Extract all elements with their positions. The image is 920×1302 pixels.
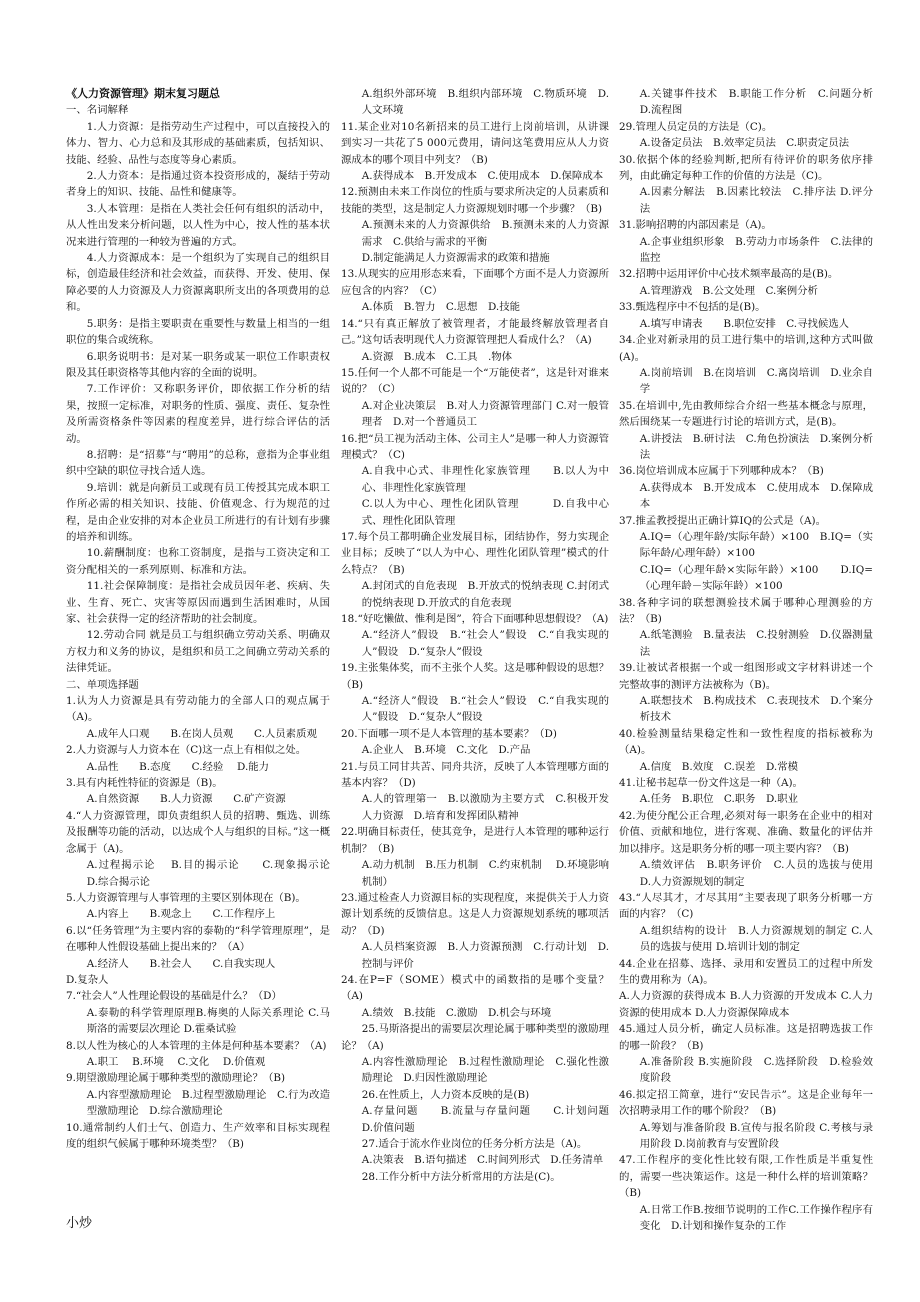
document-title: 《人力资源管理》期末复习题总 bbox=[66, 87, 220, 100]
paragraph: 8.以人性为核心的人本管理的主体是何种基本要素？（A) bbox=[66, 1039, 327, 1052]
paragraph: 3.具有内耗性特征的资源是（B)。 bbox=[66, 777, 223, 790]
answer-options: A.信度 B.效度 C.误差 D.常模 bbox=[639, 760, 798, 773]
answer-options: A.联想技术 B.构成技术 C.表现技术 D.个案分析技术 bbox=[639, 695, 873, 724]
answer-options: A.组织外部环境 B.组织内部环境 C.物质环境 D.人文环境 bbox=[361, 88, 609, 117]
paragraph: 5.职务：是指主要职责在重要性与数量上相当的一组职位的集合或统称。 bbox=[66, 317, 330, 347]
answer-options: A.动力机制 B.压力机制 C.约束机制 D.环境影响机制） bbox=[361, 859, 609, 888]
paragraph: 7.“社会人”人性理论假设的基础是什么？（D） bbox=[66, 990, 282, 1003]
paragraph: 32.招聘中运用评价中心技术频率最高的是(B)。 bbox=[619, 268, 839, 281]
answer-options: A.准备阶段 B.实施阶段 C.选择阶段 D.检验效度阶段 bbox=[639, 1055, 873, 1085]
paragraph: 19.主张集体奖，而不主张个人奖。这是哪种假设的思想？（B) bbox=[341, 662, 609, 691]
paragraph: 一、名词解释 bbox=[66, 104, 129, 117]
answer-options: D.制定能满足人力资源需求的政策和措施 bbox=[361, 252, 550, 265]
answer-options: A.自然资源 B.人力资源 C.矿产资源 bbox=[86, 793, 286, 806]
answer-options: C.IQ=（心理年龄×实际年龄）×100 D.IQ=（心理年龄－实际年龄）×100 bbox=[639, 563, 873, 593]
answer-options: A.体质 B.智力 C.思想 D.技能 bbox=[361, 301, 520, 314]
answer-options: A.任务 B.职位 C.职务 D.职业 bbox=[639, 793, 798, 806]
paragraph: 14.“只有真正解放了被管理者，才能最终解放管理者自己。”这句话表明现代人力资源管理把人看成什么？（A) bbox=[341, 317, 609, 347]
paragraph: 26.在性质上，人力资本反映的是(B) bbox=[361, 1088, 530, 1101]
paragraph: 8.招聘：是“招募”与“聘用”的总称，意指为企事业组织中空缺的职位寻找合适人选。 bbox=[66, 448, 330, 478]
paragraph: 31.影响招聘的内部因素是（A)。 bbox=[619, 219, 772, 232]
answer-options: A.筹划与准备阶段 B.宣传与报名阶段 C.考核与录用阶段 D.岗前教育与安置阶段 bbox=[639, 1121, 873, 1150]
paragraph: 23.通过检查人力资源目标的实现程度，来提供关于人力资源计划系统的反馈信息。这是人力资源规划系统的哪项活动？（D) bbox=[341, 891, 609, 937]
answer-options: A.企事业组织形象 B.劳动力市场条件 C.法律的监控 bbox=[639, 235, 873, 265]
answer-options: A.存量问题 B.流量与存量问题 C.计划问题 D.价值问题 bbox=[361, 1105, 623, 1134]
answer-options: A.品性 B.态度 C.经验 D.能力 bbox=[86, 760, 270, 773]
paragraph: 41.让秘书起草一份文件这是一种（A)。 bbox=[619, 777, 803, 790]
paragraph: 38.各种字词的联想测验技术属于哪种心理测验的方法？（B) bbox=[619, 596, 873, 625]
answer-options: A.自我中心式、非理性化家族管理 B.以人为中心、非理性化家族管理 bbox=[361, 465, 609, 494]
answer-options: A.组织结构的设计 B.人力资源规划的制定 C.人员的选拔与使用 D.培训计划的制定 bbox=[639, 924, 873, 954]
answer-options: A.绩效评估 B.职务评价 C.人员的选拔与使用 D.人力资源规划的制定 bbox=[639, 859, 884, 888]
paragraph: 33.甄选程序中不包括的是(B)。 bbox=[619, 301, 766, 314]
answer-options: A.绩效 B.技能 C.激励 D.机会与环境 bbox=[361, 1006, 552, 1019]
footer-note: 小炒 bbox=[66, 1216, 93, 1231]
paragraph: 20.下面哪一项不是人本管理的基本要素？（D) bbox=[341, 727, 557, 740]
paragraph: 7.工作评价：又称职务评价，即依据工作分析的结果，按照一定标准，对职务的性质、强度、责任、复杂性及所需资格条件等因素的程度差异，进行综合评估的活动。 bbox=[66, 383, 330, 445]
paragraph: 16.把“员工视为活动主体、公司主人”是哪一种人力资源管理模式？（C) bbox=[341, 432, 609, 461]
paragraph: 12.预测由未来工作岗位的性质与要求所决定的人员素质和技能的类型，这是制定人力资源规划时哪一个步骤？（B) bbox=[341, 186, 609, 215]
answer-options: A.职工 B.环境 C.文化 D.价值观 bbox=[86, 1055, 266, 1068]
paragraph: 45.通过人员分析，确定人员标准。这是招聘选拔工作的哪一阶段？（B) bbox=[619, 1023, 873, 1052]
paragraph: 29.管理人员定员的方法是（C)。 bbox=[619, 120, 773, 133]
answer-options: A.经济人 B.社会人 C.自我实现人 bbox=[86, 957, 276, 970]
paragraph: 25.马斯洛提出的需要层次理论属于哪种类型的激励理论？（A) bbox=[341, 1023, 609, 1052]
paragraph: 1.人力资源：是指劳动生产过程中，可以直接投入的体力、智力、心力总和及其形成的基础素质，包括知识、技能、经验、品性与态度等身心素质。 bbox=[66, 120, 330, 166]
paragraph: 30.依据个体的经验判断,把所有待评价的职务依序排列，由此确定每种工作的价值的方法是（C)。 bbox=[619, 153, 873, 183]
column-middle bbox=[341, 86, 623, 1185]
paragraph: 47.工作程序的变化性比较有限,工作性质是半重复性的，需要一些决策运作。这是一种什么样的培训策略？（B) bbox=[619, 1154, 873, 1200]
answer-options: A.封闭式的自危表现 B.开放式的悦纳表现 C.封闭式的悦纳表现 D.开放式的自危表现 bbox=[361, 580, 609, 609]
answer-options: A.获得成本 B.开发成本 C.使用成本 D.保障成本 bbox=[361, 170, 604, 183]
paragraph: 4.“人力资源管理，即负责组织人员的招聘、甄选、训练及报酬等功能的活动，以达成个人与组织的目标。”这一概念属于（A)。 bbox=[66, 809, 330, 855]
answer-options: A.讲授法 B.研讨法 C.角色扮演法 D.案例分析法 bbox=[639, 432, 873, 461]
answer-options: A.内容性激励理论 B.过程性激励理论 C.强化性激励理论 D.归因性激励理论 bbox=[361, 1055, 609, 1085]
paragraph: 9.期望激励理论属于哪种类型的激励理论？（B) bbox=[66, 1072, 286, 1085]
paragraph: 10.薪酬制度：也称工资制度，是指与工资决定和工资分配相关的一系列原则、标准和方法。 bbox=[66, 547, 330, 576]
paragraph: 22.明确目标责任，使其竞争，是进行人本管理的哪种运行机制？（B) bbox=[341, 826, 609, 855]
paragraph: 13.从现实的应用形态来看，下面哪个方面不是人力资源所应包含的内容？（C） bbox=[341, 268, 609, 297]
paragraph: 34.企业对新录用的员工进行集中的培训,这种方式叫做(A)。 bbox=[619, 334, 873, 363]
column-right bbox=[619, 86, 884, 1234]
answer-options: A.填写申请表 B.职位安排 C.寻找候选人 bbox=[639, 317, 850, 330]
paragraph: 28.工作分析中方法分析常用的方法是(C)。 bbox=[361, 1170, 561, 1183]
answer-options: A.获得成本 B.开发成本 C.使用成本 D.保障成本 bbox=[639, 481, 873, 511]
paragraph: 43.“人尽其才，才尽其用”主要表现了职务分析哪一方面的内容？（C) bbox=[619, 891, 873, 921]
paragraph: 15.任何一个人都不可能是一个“万能使者”，这是针对谁来说的？（C） bbox=[341, 366, 609, 396]
paragraph: 21.与员工同甘共苦、同舟共济，反映了人本管理哪方面的基本内容？（D) bbox=[341, 760, 609, 790]
paragraph: 4.人力资源成本：是一个组织为了实现自己的组织目标，创造最佳经济和社会效益，而获得、开发、使用、保障必要的人力资源及人力资源离职所支出的各项费用的总和。 bbox=[66, 252, 330, 314]
answer-options: A.人的管理第一 B.以激励为主要方式 C.积极开发人力资源 D.培育和发挥团队精神 bbox=[361, 793, 609, 822]
answer-options: C.以人为中心、理性化团队管理 D.自我中心式、理性化团队管理 bbox=[361, 498, 609, 527]
answer-options: A.岗前培训 B.在岗培训 C.离岗培训 D.业余自学 bbox=[639, 366, 873, 396]
paragraph: 1.认为人力资源是具有劳动能力的全部人口的观点属于（A)。 bbox=[66, 695, 330, 724]
paragraph: 12.劳动合同 就是员工与组织确立劳动关系、明确双方权力和义务的协议，是组织和员工之间确立劳动关系的法律凭证。 bbox=[66, 629, 330, 675]
column-left bbox=[66, 86, 344, 1152]
paragraph: 18.“好吃懒做、惟利是图”，符合下面哪种思想假设？（A) bbox=[341, 613, 609, 625]
answer-options: A.过程揭示论 B.目的揭示论 C.现象揭示论 D.综合揭示论 bbox=[86, 859, 344, 888]
paragraph: 42.为使分配公正合理,必须对每一职务在企业中的相对价值、贡献和地位，进行客观、准确、数量化的评估并加以排序。这是职务分析的哪一项主要内容？（B) bbox=[619, 809, 873, 855]
answer-options: A.内容上 B.观念上 C.工作程序上 bbox=[86, 908, 276, 921]
paragraph: 37.推孟教授提出正确计算IQ的公式是（A)。 bbox=[619, 514, 826, 527]
answer-options: A.日常工作B.按细节说明的工作C.工作操作程序有变化 D.计划和操作复杂的工作 bbox=[639, 1203, 873, 1233]
paragraph: 2.人力资本：是指通过资本投资形成的，凝结于劳动者身上的知识、技能、品性和健康等。 bbox=[66, 170, 330, 199]
answer-options: A.泰勒的科学管理原理B.梅奥的人际关系理论 C.马斯洛的需要层次理论 D.霍桑试验 bbox=[86, 1006, 330, 1036]
paragraph: 11.某企业对10名新招来的员工进行上岗前培训，从讲课到实习一共花了5 000元费用，请问这笔费用应从人力资源成本的哪个项目中列支？（B) bbox=[341, 120, 609, 166]
paragraph: 二、单项选择题 bbox=[66, 678, 139, 691]
answer-options: A.管理游戏 B.公文处理 C.案例分析 bbox=[639, 284, 818, 297]
answer-options: A.因素分解法 B.因素比较法 C.排序法 D.评分法 bbox=[639, 186, 873, 215]
answer-options: A.“经济人”假设 B.“社会人”假设 C.“自我实现的人”假设 D.“复杂人”假设 bbox=[361, 629, 609, 658]
answer-options: A.设备定员法 B.效率定员法 C.职责定员法 bbox=[639, 137, 850, 150]
answer-options: A.IQ=（心理年龄/实际年龄）×100 B.IQ=（实际年龄/心理年龄）×100 bbox=[639, 530, 873, 560]
answer-options: A.纸笔测验 B.量表法 C.投射测验 D.仪器测量法 bbox=[639, 629, 873, 658]
answer-options: A.成年人口观 B.在岗人员观 C.人员素质观 bbox=[86, 727, 317, 740]
paragraph: 2.人力资源与人力资本在（C)这一点上有相似之处。 bbox=[66, 744, 307, 757]
paragraph: 27.适合于流水作业岗位的任务分析方法是（A)。 bbox=[361, 1138, 588, 1150]
paragraph: 40.检验测量结果稳定性和一致性程度的指标被称为（A)。 bbox=[619, 727, 873, 757]
paragraph: 5.人力资源管理与人事管理的主要区别体现在（B)。 bbox=[66, 891, 306, 904]
paragraph: 6.职务说明书：是对某一职务或某一职位工作职责权限及其任职资格等其他内容的全面的说明。 bbox=[66, 350, 330, 379]
answer-options: A.人员档案资源 B.人力资源预测 C.行动计划 D.控制与评价 bbox=[361, 941, 609, 970]
answer-options: A.预测未来的人力资源供给 B.预测未来的人力资源需求 C.供给与需求的平衡 bbox=[361, 219, 609, 248]
paragraph: 46.拟定招工简章，进行“安民告示”。这是企业每年一次招聘录用工作的哪个阶段？（B) bbox=[619, 1088, 873, 1118]
answer-options: A.决策表 B.语句描述 C.时间列形式 D.任务清单 bbox=[361, 1154, 604, 1167]
paragraph: 17.每个员工都明确企业发展目标，团结协作，努力实现企业目标；反映了“以人为中心、理性化团队管理”模式的什么特点？（B) bbox=[341, 530, 609, 576]
paragraph: 6.以“任务管理”为主要内容的泰勒的“科学管理原理”，是在哪种人性假设基础上提出来的？（A） bbox=[66, 924, 330, 954]
answer-options: A.企业人 B.环境 C.文化 D.产品 bbox=[361, 744, 531, 757]
paragraph: 36.岗位培训成本应属于下列哪种成本？（B) bbox=[619, 465, 824, 478]
paragraph: 9.培训：就是向新员工或现有员工传授其完成本职工作所必需的相关知识、技能、价值观念、行为规范的过程，是由企业安排的对本企业员工所进行的有计划有步骤的培养和训练。 bbox=[66, 481, 330, 543]
paragraph: 11.社会保障制度：是指社会成员因年老、疾病、失业、生育、死亡、灾害等原因而遇到生活困难时，从国家、社会获得一定的经济帮助的社会制度。 bbox=[66, 580, 330, 625]
answer-options: A.对企业决策层 B.对人力资源管理部门 C.对一般管理者 D.对一个普通员工 bbox=[361, 399, 609, 429]
paragraph: A.人力资源的获得成本 B.人力资源的开发成本 C.人力资源的使用成本 D.人力资源保障成本 bbox=[619, 990, 873, 1019]
paragraph: 24.在P=F（SOME）模式中的函数指的是哪个变量？（A) bbox=[341, 973, 609, 1003]
paragraph: 39.让被试者根据一个或一组图形或文字材料讲述一个完整故事的测评方法被称为（B)。 bbox=[619, 662, 873, 691]
answer-options: A.资源 B.成本 C.工具 .物体 bbox=[361, 350, 513, 363]
paragraph: 44.企业在招募、选择、录用和安置员工的过程中所发生的费用称为（A)。 bbox=[619, 957, 873, 986]
paragraph: 35.在培训中,先由教师综合介绍一些基本概念与原理，然后围绕某一专题进行讨论的培训方式，是(B)。 bbox=[619, 399, 873, 429]
paragraph: 10.通常制约人们士气、创造力、生产效率和目标实现程度的组织气候属于哪种环境类型？（B) bbox=[66, 1121, 330, 1150]
answer-options: A.内容型激励理论 B.过程型激励理论 C.行为改造型激励理论 D.综合激励理论 bbox=[86, 1088, 330, 1118]
answer-options: A.“经济人”假设 B.“社会人”假设 C.“自我实现的人”假设 D.“复杂人”假设 bbox=[361, 695, 609, 724]
paragraph: D.复杂人 bbox=[66, 973, 109, 986]
paragraph: 3.人本管理：是指在人类社会任何有组织的活动中，从人性出发来分析问题，以人性为中心，按人性的基本状况来进行管理的一种较为普遍的方式。 bbox=[66, 202, 330, 248]
answer-options: A.关键事件技术 B.职能工作分析 C.问题分析 D.流程图 bbox=[639, 88, 884, 117]
